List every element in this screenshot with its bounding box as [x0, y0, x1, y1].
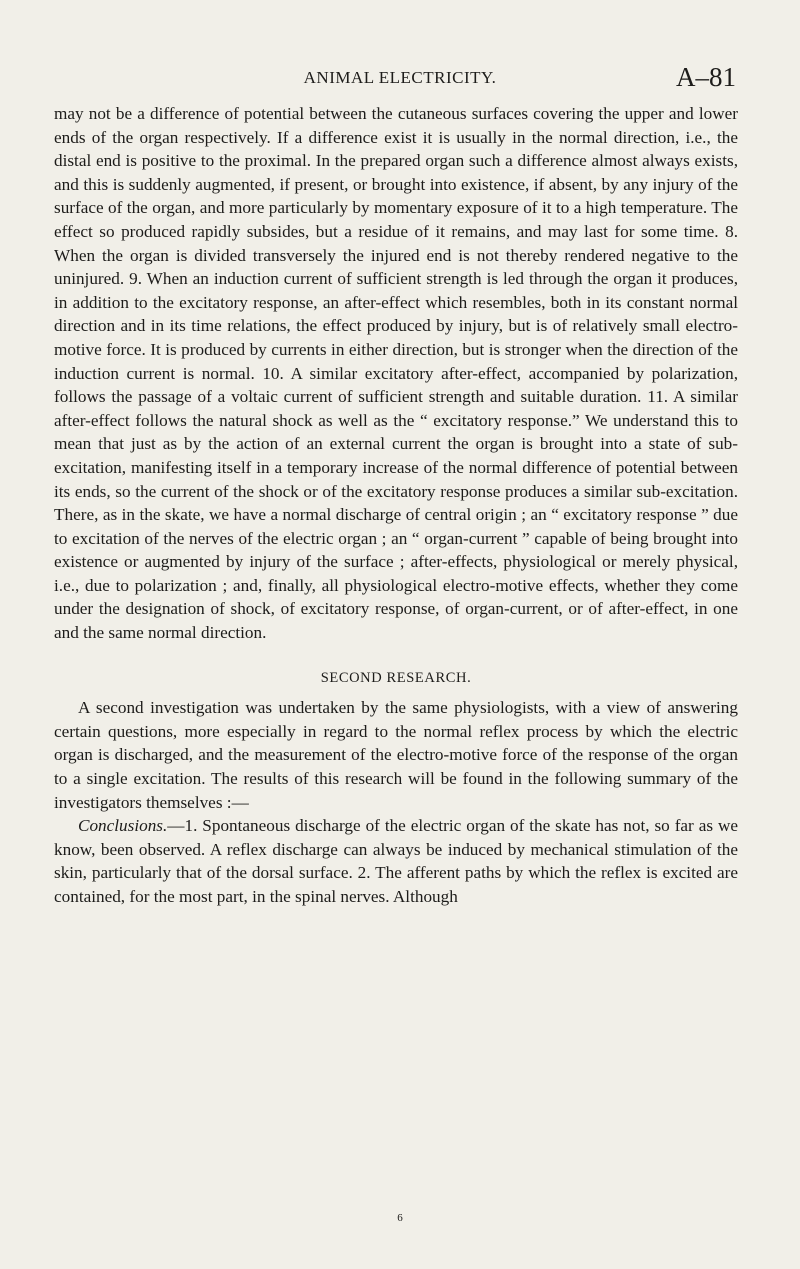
paragraph-3-text: —1. Spontaneous discharge of the electric organ of the skate has not, so far as we know, been observed. A reflex discharge can always be induced by mechanical stimulation of the skin, particularly that of the dorsal surface. 2. The afferent paths by which the reflex is excited are contained, for the most part, in the spinal nerves. Although	[54, 816, 738, 906]
body-text	[54, 102, 738, 909]
section-heading: SECOND RESEARCH.	[320, 669, 472, 686]
paragraph-3	[54, 814, 738, 908]
paragraph-2: A second investigation was undertaken by the same physiologists, with a view of answering certain questions, more especially in regard to the normal reflex process by which the electric organ is discharged, and the measurement of the electro-motive force of the response of the organ to a single excitation. The results of this research will be found in the following summary of the investigators themselves :—	[54, 698, 738, 812]
signature-mark: 6	[397, 1212, 403, 1224]
conclusions-label: Conclusions.	[78, 816, 168, 836]
paragraph-1: may not be a difference of potential between the cutaneous surfaces covering the upper and lower ends of the organ respectively. If a difference exist it is usually in the normal direction, i.e., the distal end is positive to the proximal. In the prepared organ such a difference almost always exists, and this is suddenly augmented, if present, or brought into existence, if absent, by any injury of the surface of the organ, and more particularly by momentary exposure of it to a high temperature. The effect so produced rapidly subsides, but a residue of it remains, and may last for some time. 8. When the organ is divided transversely the injured end is not thereby rendered negative to the uninjured. 9. When an induction current of sufficient strength is led through the organ it produces, in addition to the excitatory response, an after-effect which resembles, both in its constant normal direction and in its time relations, the effect produced by injury, but is of relatively small electro-motive force. It is produced by currents in either direction, but is stronger when the direction of the induction current is normal. 10. A similar excitatory after-effect, accompanied by polarization, follows the passage of a voltaic current of sufficient strength and suitable duration. 11. A similar after-effect follows the natural shock as well as the “ excitatory response.” We understand this to mean that just as by the action of an external current the organ is brought into a state of sub-excitation, manifesting itself in a temporary increase of the normal difference of potential between its ends, so the current of the shock or of the excitatory response produces a similar sub-excitation. There, as in the skate, we have a normal discharge of central origin ; an “ excitatory response ” due to excitation of the nerves of the electric organ ; an “ organ-current ” capable of being brought into existence or augmented by injury of the surface ; after-effects, physiological or merely physical, i.e., due to polarization ; and, finally, all physiological electro-motive effects, whether they come under the designation of shock, of excitatory response, of organ-current, or of after-effect, in one and the same normal direction.	[54, 104, 738, 643]
running-title: ANIMAL ELECTRICITY.	[303, 68, 497, 87]
page-number: A–81	[676, 62, 736, 92]
page-header	[0, 62, 800, 102]
